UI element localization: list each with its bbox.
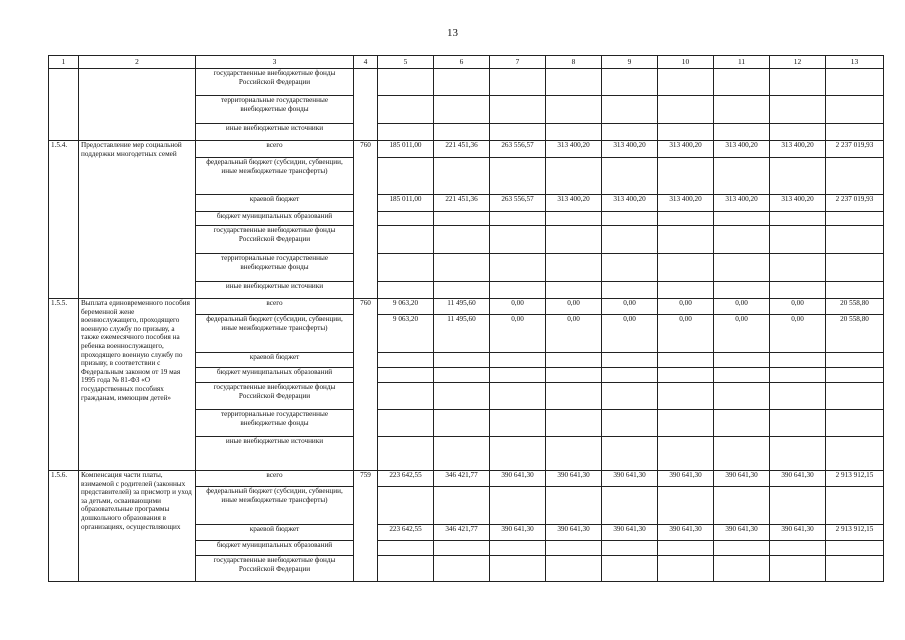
empty-cell (434, 541, 490, 556)
value-cell: 0,00 (714, 299, 770, 315)
empty-cell (770, 368, 826, 383)
empty-cell (434, 368, 490, 383)
value-cell: 313 400,20 (546, 195, 602, 212)
item-code: 1.5.6. (49, 471, 79, 582)
empty-cell (490, 282, 546, 299)
value-cell: 0,00 (602, 299, 658, 315)
empty-cell (434, 226, 490, 254)
empty-cell (602, 158, 658, 195)
header-cell: 3 (196, 56, 354, 69)
item-code: 1.5.5. (49, 299, 79, 471)
empty-cell (714, 556, 770, 582)
value-cell: 263 556,57 (490, 195, 546, 212)
empty-cell (826, 368, 884, 383)
value-cell: 2 237 019,93 (826, 195, 884, 212)
empty-cell (546, 556, 602, 582)
empty-cell (378, 353, 434, 368)
empty-cell (434, 124, 490, 141)
empty-cell (434, 212, 490, 226)
empty-cell (378, 487, 434, 525)
code-cell (49, 69, 79, 141)
empty-cell (490, 541, 546, 556)
value-cell: 390 641,30 (546, 525, 602, 541)
value-cell: 0,00 (770, 299, 826, 315)
empty-cell (658, 69, 714, 96)
name-cell (79, 69, 196, 141)
empty-cell (770, 437, 826, 471)
empty-cell (826, 541, 884, 556)
page-number: 13 (447, 27, 458, 39)
empty-cell (602, 368, 658, 383)
kbk-cell: 759 (354, 471, 378, 582)
empty-cell (770, 282, 826, 299)
empty-cell (378, 410, 434, 437)
empty-cell (770, 158, 826, 195)
empty-cell (714, 541, 770, 556)
empty-cell (602, 96, 658, 124)
source-cell: всего (196, 299, 354, 315)
empty-cell (378, 368, 434, 383)
empty-cell (378, 69, 434, 96)
empty-cell (714, 158, 770, 195)
value-cell: 0,00 (546, 299, 602, 315)
empty-cell (770, 410, 826, 437)
empty-cell (826, 556, 884, 582)
empty-cell (658, 158, 714, 195)
table-row (49, 69, 884, 96)
empty-cell (602, 254, 658, 282)
empty-cell (434, 383, 490, 410)
empty-cell (602, 556, 658, 582)
empty-cell (658, 383, 714, 410)
empty-cell (658, 96, 714, 124)
empty-cell (714, 69, 770, 96)
empty-cell (826, 96, 884, 124)
source-cell: территориальные государственные внебюджетные фонды (196, 96, 354, 124)
value-cell: 0,00 (602, 315, 658, 353)
empty-cell (826, 212, 884, 226)
empty-cell (546, 212, 602, 226)
empty-cell (546, 353, 602, 368)
empty-cell (826, 124, 884, 141)
value-cell: 223 642,55 (378, 471, 434, 487)
source-cell: иные внебюджетные источники (196, 437, 354, 471)
empty-cell (378, 158, 434, 195)
empty-cell (378, 96, 434, 124)
empty-cell (546, 254, 602, 282)
header-cell: 1 (49, 56, 79, 69)
value-cell: 223 642,55 (378, 525, 434, 541)
empty-cell (490, 487, 546, 525)
value-cell: 263 556,57 (490, 141, 546, 158)
value-cell: 390 641,30 (602, 471, 658, 487)
item-name: Компенсация части платы, взимаемой с родителей (законных представителей) за присмотр и уход за детьми, осваивающими образовательные программы дошкольного образования в организациях, осуществляющих (79, 471, 196, 582)
value-cell: 390 641,30 (490, 525, 546, 541)
empty-cell (546, 282, 602, 299)
source-cell: иные внебюджетные источники (196, 124, 354, 141)
empty-cell (714, 487, 770, 525)
source-cell: территориальные государственные внебюджетные фонды (196, 254, 354, 282)
value-cell: 0,00 (714, 315, 770, 353)
empty-cell (658, 212, 714, 226)
empty-cell (546, 96, 602, 124)
empty-cell (714, 212, 770, 226)
value-cell: 346 421,77 (434, 525, 490, 541)
item-name: Выплата единовременного пособия беременной жене военнослужащего, проходящего военную службу по призыву, а также ежемесячного пособия на ребенка военнослужащего, проходящего военную службу по призыву, в соответствии с Федеральным законом от 19 мая 1995 года № 81-ФЗ «О государственных пособиях гражданам, имеющим детей» (79, 299, 196, 471)
empty-cell (602, 212, 658, 226)
header-cell: 9 (602, 56, 658, 69)
empty-cell (602, 282, 658, 299)
empty-cell (546, 69, 602, 96)
empty-cell (658, 541, 714, 556)
table-row (49, 299, 884, 315)
empty-cell (378, 541, 434, 556)
value-cell: 185 011,00 (378, 141, 434, 158)
empty-cell (546, 368, 602, 383)
budget-table (48, 55, 884, 582)
value-cell: 390 641,30 (658, 471, 714, 487)
value-cell: 313 400,20 (658, 141, 714, 158)
empty-cell (826, 158, 884, 195)
empty-cell (434, 410, 490, 437)
value-cell: 11 495,60 (434, 315, 490, 353)
table-row (49, 471, 884, 487)
empty-cell (658, 226, 714, 254)
empty-cell (434, 69, 490, 96)
empty-cell (826, 487, 884, 525)
empty-cell (546, 437, 602, 471)
header-row (49, 56, 884, 69)
header-cell: 10 (658, 56, 714, 69)
header-cell: 7 (490, 56, 546, 69)
value-cell: 0,00 (490, 299, 546, 315)
header-cell: 5 (378, 56, 434, 69)
value-cell: 0,00 (658, 315, 714, 353)
empty-cell (770, 353, 826, 368)
empty-cell (714, 282, 770, 299)
empty-cell (490, 368, 546, 383)
source-cell: государственные внебюджетные фонды Российской Федерации (196, 69, 354, 96)
empty-cell (602, 541, 658, 556)
value-cell: 2 237 019,93 (826, 141, 884, 158)
empty-cell (490, 254, 546, 282)
empty-cell (490, 353, 546, 368)
empty-cell (602, 383, 658, 410)
header-cell: 13 (826, 56, 884, 69)
empty-cell (434, 254, 490, 282)
value-cell: 2 913 912,15 (826, 471, 884, 487)
empty-cell (546, 487, 602, 525)
source-cell: краевой бюджет (196, 195, 354, 212)
value-cell: 390 641,30 (770, 471, 826, 487)
empty-cell (658, 353, 714, 368)
empty-cell (714, 254, 770, 282)
empty-cell (434, 487, 490, 525)
empty-cell (714, 353, 770, 368)
empty-cell (546, 124, 602, 141)
empty-cell (490, 410, 546, 437)
empty-cell (826, 437, 884, 471)
empty-cell (714, 410, 770, 437)
empty-cell (602, 487, 658, 525)
empty-cell (434, 556, 490, 582)
source-cell: территориальные государственные внебюджетные фонды (196, 410, 354, 437)
value-cell: 313 400,20 (602, 195, 658, 212)
value-cell: 313 400,20 (602, 141, 658, 158)
empty-cell (714, 383, 770, 410)
empty-cell (490, 226, 546, 254)
value-cell: 185 011,00 (378, 195, 434, 212)
empty-cell (546, 158, 602, 195)
source-cell: федеральный бюджет (субсидии, субвенции, иные межбюджетные трансферты) (196, 315, 354, 353)
empty-cell (826, 353, 884, 368)
empty-cell (826, 69, 884, 96)
value-cell: 313 400,20 (714, 141, 770, 158)
source-cell: иные внебюджетные источники (196, 282, 354, 299)
kbk-cell: 760 (354, 141, 378, 299)
empty-cell (434, 282, 490, 299)
empty-cell (826, 282, 884, 299)
empty-cell (546, 383, 602, 410)
empty-cell (490, 383, 546, 410)
header-cell: 2 (79, 56, 196, 69)
empty-cell (602, 69, 658, 96)
source-cell: краевой бюджет (196, 525, 354, 541)
empty-cell (770, 124, 826, 141)
source-cell: всего (196, 141, 354, 158)
empty-cell (770, 254, 826, 282)
empty-cell (658, 410, 714, 437)
empty-cell (434, 96, 490, 124)
source-cell: государственные внебюджетные фонды Российской Федерации (196, 556, 354, 582)
value-cell: 390 641,30 (490, 471, 546, 487)
value-cell: 390 641,30 (714, 471, 770, 487)
empty-cell (770, 69, 826, 96)
value-cell: 313 400,20 (714, 195, 770, 212)
value-cell: 0,00 (490, 315, 546, 353)
empty-cell (378, 556, 434, 582)
empty-cell (770, 96, 826, 124)
empty-cell (378, 212, 434, 226)
value-cell: 390 641,30 (602, 525, 658, 541)
empty-cell (546, 541, 602, 556)
empty-cell (490, 96, 546, 124)
source-cell: краевой бюджет (196, 353, 354, 368)
value-cell: 313 400,20 (546, 141, 602, 158)
empty-cell (714, 226, 770, 254)
empty-cell (602, 437, 658, 471)
header-cell: 8 (546, 56, 602, 69)
value-cell: 390 641,30 (770, 525, 826, 541)
empty-cell (490, 437, 546, 471)
source-cell: бюджет муниципальных образований (196, 541, 354, 556)
empty-cell (826, 226, 884, 254)
source-cell: федеральный бюджет (субсидии, субвенции, иные межбюджетные трансферты) (196, 487, 354, 525)
empty-cell (490, 69, 546, 96)
empty-cell (826, 410, 884, 437)
empty-cell (714, 437, 770, 471)
source-cell: всего (196, 471, 354, 487)
empty-cell (658, 487, 714, 525)
header-cell: 11 (714, 56, 770, 69)
empty-cell (490, 556, 546, 582)
empty-cell (770, 541, 826, 556)
value-cell: 313 400,20 (770, 195, 826, 212)
empty-cell (490, 158, 546, 195)
item-code: 1.5.4. (49, 141, 79, 299)
kbk-cell (354, 69, 378, 141)
value-cell: 313 400,20 (658, 195, 714, 212)
kbk-cell: 760 (354, 299, 378, 471)
empty-cell (434, 437, 490, 471)
source-cell: государственные внебюджетные фонды Российской Федерации (196, 383, 354, 410)
source-cell: федеральный бюджет (субсидии, субвенции, иные межбюджетные трансферты) (196, 158, 354, 195)
empty-cell (602, 353, 658, 368)
empty-cell (658, 437, 714, 471)
value-cell: 0,00 (658, 299, 714, 315)
item-name: Предоставление мер социальной поддержки многодетных семей (79, 141, 196, 299)
empty-cell (658, 124, 714, 141)
value-cell: 9 063,20 (378, 299, 434, 315)
empty-cell (490, 124, 546, 141)
empty-cell (434, 158, 490, 195)
empty-cell (602, 124, 658, 141)
empty-cell (770, 487, 826, 525)
source-cell: бюджет муниципальных образований (196, 212, 354, 226)
empty-cell (714, 368, 770, 383)
value-cell: 346 421,77 (434, 471, 490, 487)
empty-cell (378, 124, 434, 141)
value-cell: 20 558,80 (826, 315, 884, 353)
header-cell: 6 (434, 56, 490, 69)
empty-cell (658, 254, 714, 282)
empty-cell (546, 410, 602, 437)
source-cell: бюджет муниципальных образований (196, 368, 354, 383)
empty-cell (490, 212, 546, 226)
empty-cell (770, 383, 826, 410)
empty-cell (378, 226, 434, 254)
empty-cell (770, 212, 826, 226)
empty-cell (546, 226, 602, 254)
value-cell: 0,00 (770, 315, 826, 353)
empty-cell (378, 254, 434, 282)
empty-cell (602, 410, 658, 437)
value-cell: 0,00 (546, 315, 602, 353)
value-cell: 390 641,30 (658, 525, 714, 541)
empty-cell (826, 383, 884, 410)
empty-cell (434, 353, 490, 368)
empty-cell (602, 226, 658, 254)
empty-cell (714, 96, 770, 124)
empty-cell (770, 226, 826, 254)
header-cell: 4 (354, 56, 378, 69)
empty-cell (378, 383, 434, 410)
table-row (49, 141, 884, 158)
value-cell: 11 495,60 (434, 299, 490, 315)
value-cell: 390 641,30 (546, 471, 602, 487)
value-cell: 2 913 912,15 (826, 525, 884, 541)
empty-cell (658, 368, 714, 383)
empty-cell (770, 556, 826, 582)
value-cell: 20 558,80 (826, 299, 884, 315)
value-cell: 221 451,36 (434, 141, 490, 158)
source-cell: государственные внебюджетные фонды Российской Федерации (196, 226, 354, 254)
empty-cell (714, 124, 770, 141)
empty-cell (378, 282, 434, 299)
value-cell: 221 451,36 (434, 195, 490, 212)
empty-cell (658, 556, 714, 582)
empty-cell (826, 254, 884, 282)
empty-cell (658, 282, 714, 299)
value-cell: 313 400,20 (770, 141, 826, 158)
value-cell: 9 063,20 (378, 315, 434, 353)
value-cell: 390 641,30 (714, 525, 770, 541)
empty-cell (378, 437, 434, 471)
header-cell: 12 (770, 56, 826, 69)
